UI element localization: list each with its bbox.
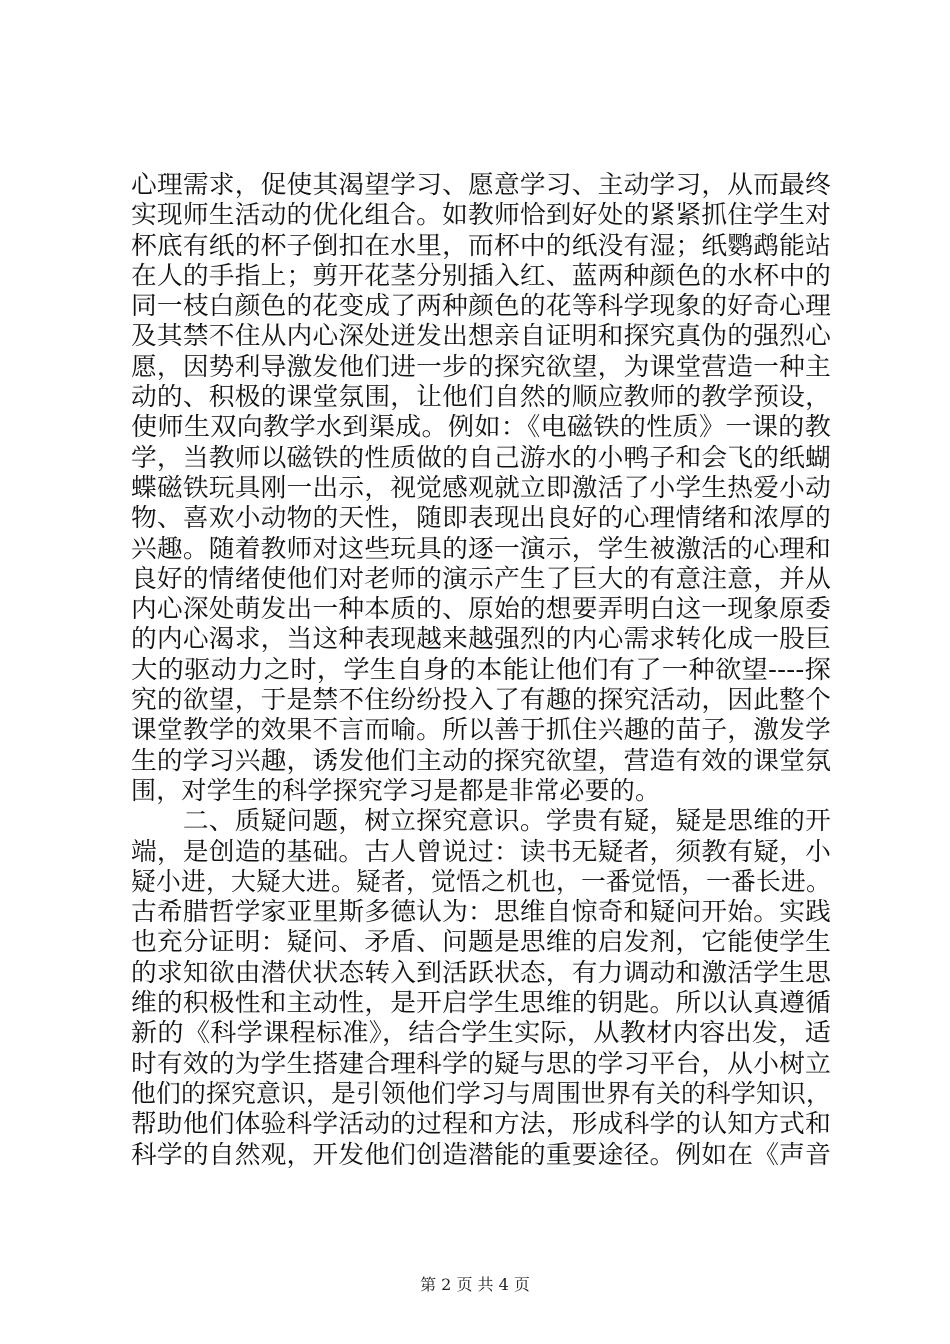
text-line: 也充分证明：疑问、矛盾、问题是思维的启发剂，它能使学生 — [131, 927, 831, 957]
page-footer: 第 2 页 共 4 页 — [420, 1275, 530, 1294]
text-line: 蝶磁铁玩具刚一出示，视觉感观就立即激活了小学生热爱小动 — [131, 472, 831, 502]
text-line: 学，当教师以磁铁的性质做的自己游水的小鸭子和会飞的纸蝴 — [131, 442, 831, 472]
text-line: 的求知欲由潜伏状态转入到活跃状态，有力调动和激活学生思 — [131, 957, 831, 987]
text-line: 时有效的为学生搭建合理科学的疑与思的学习平台，从小树立 — [131, 1048, 831, 1078]
text-line: 兴趣。随着教师对这些玩具的逐一演示，学生被激活的心理和 — [131, 533, 831, 563]
text-line: 帮助他们体验科学活动的过程和方法，形成科学的认知方式和 — [131, 1109, 831, 1139]
text-line: 课堂教学的效果不言而喻。所以善于抓住兴趣的苗子，激发学 — [131, 715, 831, 745]
text-line: 心理需求，促使其渴望学习、愿意学习、主动学习，从而最终 — [131, 170, 831, 199]
text-line: 大的驱动力之时，学生自身的本能让他们有了一种欲望----探 — [131, 654, 831, 684]
text-line: 在人的手指上；剪开花茎分别插入红、蓝两种颜色的水杯中的 — [131, 260, 831, 290]
text-line: 物、喜欢小动物的天性，随即表现出良好的心理情绪和浓厚的 — [131, 503, 831, 533]
text-line: 愿，因势利导激发他们进一步的探究欲望，为课堂营造一种主 — [131, 351, 831, 381]
text-line: 他们的探究意识，是引领他们学习与周围世界有关的科学知识， — [131, 1078, 831, 1108]
text-line: 使师生双向教学水到渠成。例如：《电磁铁的性质》一课的教 — [131, 412, 831, 442]
text-line: 杯底有纸的杯子倒扣在水里，而杯中的纸没有湿；纸鹦鹉能站 — [131, 230, 831, 260]
text-line: 疑小进，大疑大进。疑者，觉悟之机也，一番觉悟，一番长进。 — [131, 866, 831, 896]
text-line: 实现师生活动的优化组合。如教师恰到好处的紧紧抓住学生对 — [131, 200, 831, 230]
text-line: 同一枝白颜色的花变成了两种颜色的花等科学现象的好奇心理 — [131, 291, 831, 321]
text-line: 新的《科学课程标准》，结合学生实际，从教材内容出发，适 — [131, 1018, 831, 1048]
body-text — [131, 170, 831, 1170]
text-line: 动的、积极的课堂氛围，让他们自然的顺应教师的教学预设， — [131, 382, 831, 412]
text-line: 围，对学生的科学探究学习是都是非常必要的。 — [131, 775, 661, 805]
text-line: 良好的情绪使他们对老师的演示产生了巨大的有意注意，并从 — [131, 563, 831, 593]
text-line: 科学的自然观，开发他们创造潜能的重要途径。例如在《声音 — [131, 1139, 831, 1169]
text-line: 生的学习兴趣，诱发他们主动的探究欲望，营造有效的课堂氛 — [131, 745, 831, 775]
text-line: 古希腊哲学家亚里斯多德认为：思维自惊奇和疑问开始。实践 — [131, 897, 831, 927]
text-line: 端，是创造的基础。古人曾说过：读书无疑者，须教有疑，小 — [131, 836, 831, 866]
text-line: 究的欲望，于是禁不住纷纷投入了有趣的探究活动，因此整个 — [131, 685, 831, 715]
text-line: 及其禁不住从内心深处迸发出想亲自证明和探究真伪的强烈心 — [131, 321, 831, 351]
text-line: 的内心渴求，当这种表现越来越强烈的内心需求转化成一股巨 — [131, 624, 831, 654]
text-line: 二、质疑问题，树立探究意识。学贵有疑，疑是思维的开 — [131, 806, 831, 836]
text-line: 维的积极性和主动性，是开启学生思维的钥匙。所以认真遵循 — [131, 988, 831, 1018]
text-line: 内心深处萌发出一种本质的、原始的想要弄明白这一现象原委 — [131, 594, 831, 624]
